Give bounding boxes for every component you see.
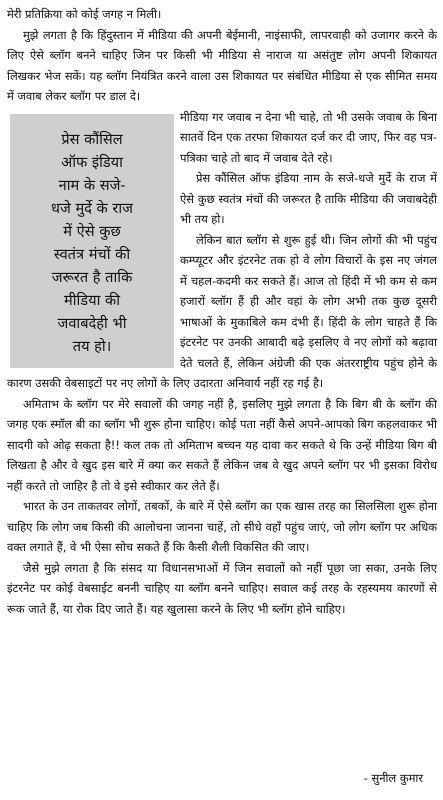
article-paragraph-5: लेकिन बात ब्लॉग से शुरू हुई थी। जिन लोगों की भी पहुंच कम्प्यूटर और इंटरनेट तक हो वे लोग विचारों के इस नए जंगल में चहल-कदमी कर सकते हैं। आज तो हिंदी में भी कम से कम हजारों ब्लॉग हैं ही और वहां के लोग अभी तक कुछ दूसरी भाषाओं के मुकाबिले कम दंभी हैं। हिंदी के लोग चाहते हैं कि इंटरनेट पर उनकी आबादी बढ़े इसलिए वे नए लोगों को बढ़ावा देते चलते हैं, लेकिन अंग्रेजी की एक अंतरराष्ट्रीय पहुंच होने के कारण उसकी वेबसाइटों पर नए लोगों के लिए उदारता अनिवार्य नहीं रह गई है। <box>7 232 437 390</box>
article-paragraph-8: जैसे मुझे लगता है कि संसद या विधानसभाओं में जिन सवालों को नहीं पूछा जा सका, उनके लिए इंटरनेट पर कोई वेबसाईट बननी चाहिए या ब्लॉग बनने चाहिए। सवाल कई तरह के रहस्यमय कारणों से रूक जाते हैं, या रोक दिए जाते हैं। यह खुलासा करने के लिए भी ब्लॉग होने चाहिए। <box>7 560 437 616</box>
article-paragraph-1: मेरी प्रतिक्रिया को कोई जगह न मिली। <box>7 7 162 21</box>
article-paragraph-7: भारत के उन ताकतवर लोगों, तबकों, के बारे में ऐसे ब्लॉग का एक खास तरह का सिलसिला शुरू होना चाहिए कि लोग जब किसी की आलोचना जानना चाहें, तो सीधे वहाँ पहुंच जाएं, जो लोग ब्लॉग पर अधिक वक्त लगाते हैं, वे भी ऐसा सोच सकते हैं कि कैसी शैली विकसित की जाए। <box>7 499 437 554</box>
pull-quote-line: मीडिया की <box>64 291 120 309</box>
article-paragraph-6: अमिताभ के ब्लॉग पर मेरे सवालों की जगह नहीं है, इसलिए मुझे लगता है कि बिग बी के ब्लॉग की जगह एक स्मॉल बी का ब्लॉग भी शुरू होना चाहिए। कोई पता नहीं कैसे अपने-आपको बिग कहलवाकर भी सादगी को ओढ़ सकता है!! कल तक तो अमिताभ बच्चन यह दावा कर सकते थे कि उन्हें मीडिया बिग बी लिखता है और वे खुद इस बारे में क्या कर सकते हैं लेकिन जब वे खुद अपने ब्लॉग पर भी इसका विरोध नहीं करते तो जाहिर है तो वे इसे स्वीकार कर लेते हैं। <box>7 396 438 493</box>
author-signature: - सुनील कुमार <box>363 771 423 785</box>
article-paragraph-2: मुझे लगता है कि हिंदुस्तान में मीडिया की अपनी बेईमानी, नाइंसाफी, लापरवाही को उजागर करने के लिए ऐसे ब्लॉग बनने चाहिए जिन पर किसी भी मीडिया से नाराज या असंतुष्ट लोग अपनी शिकायत लिखकर भेज सकें। यह ब्लॉग नियंत्रित करने वाला उस शिकायत पर संबंधित मीडिया से एक सीमित समय में जवाब लेकर ब्लॉग पर डाल दे। <box>7 27 437 103</box>
pull-quote-line: जरूरत है ताकि <box>51 268 133 286</box>
pull-quote-line: में ऐसे कुछ <box>63 222 121 240</box>
article-paragraph-3: मीडिया गर जवाब न देना भी चाहे, तो भी उसके जवाब के बिना सातवें दिन एक तरफा शिकायत दर्ज कर दी जाए, फिर वह पत्र-पत्रिका चाहे तो बाद में जवाब देते रहे। <box>180 109 437 165</box>
pull-quote-line: नाम के सजे- <box>58 176 126 194</box>
pull-quote-line: धजे मुर्दे के राज <box>51 199 133 217</box>
pull-quote-line: प्रेस कौंसिल <box>61 130 123 148</box>
pull-quote-line: स्वतंत्र मंचों की <box>53 245 131 263</box>
pull-quote-line: ऑफ इंडिया <box>61 153 123 171</box>
pull-quote-box <box>10 114 174 368</box>
article-paragraph-4: प्रेस कौंसिल ऑफ इंडिया नाम के सजे-धजे मुर्दे के राज में ऐसे कुछ स्वतंत्र मंचों की जरूरत है ताकि मीडिया की जवाबदेही भी तय हो। <box>180 171 437 226</box>
pull-quote-line: जवाबदेही भी <box>57 314 127 332</box>
pull-quote-line: तय हो। <box>72 337 112 355</box>
